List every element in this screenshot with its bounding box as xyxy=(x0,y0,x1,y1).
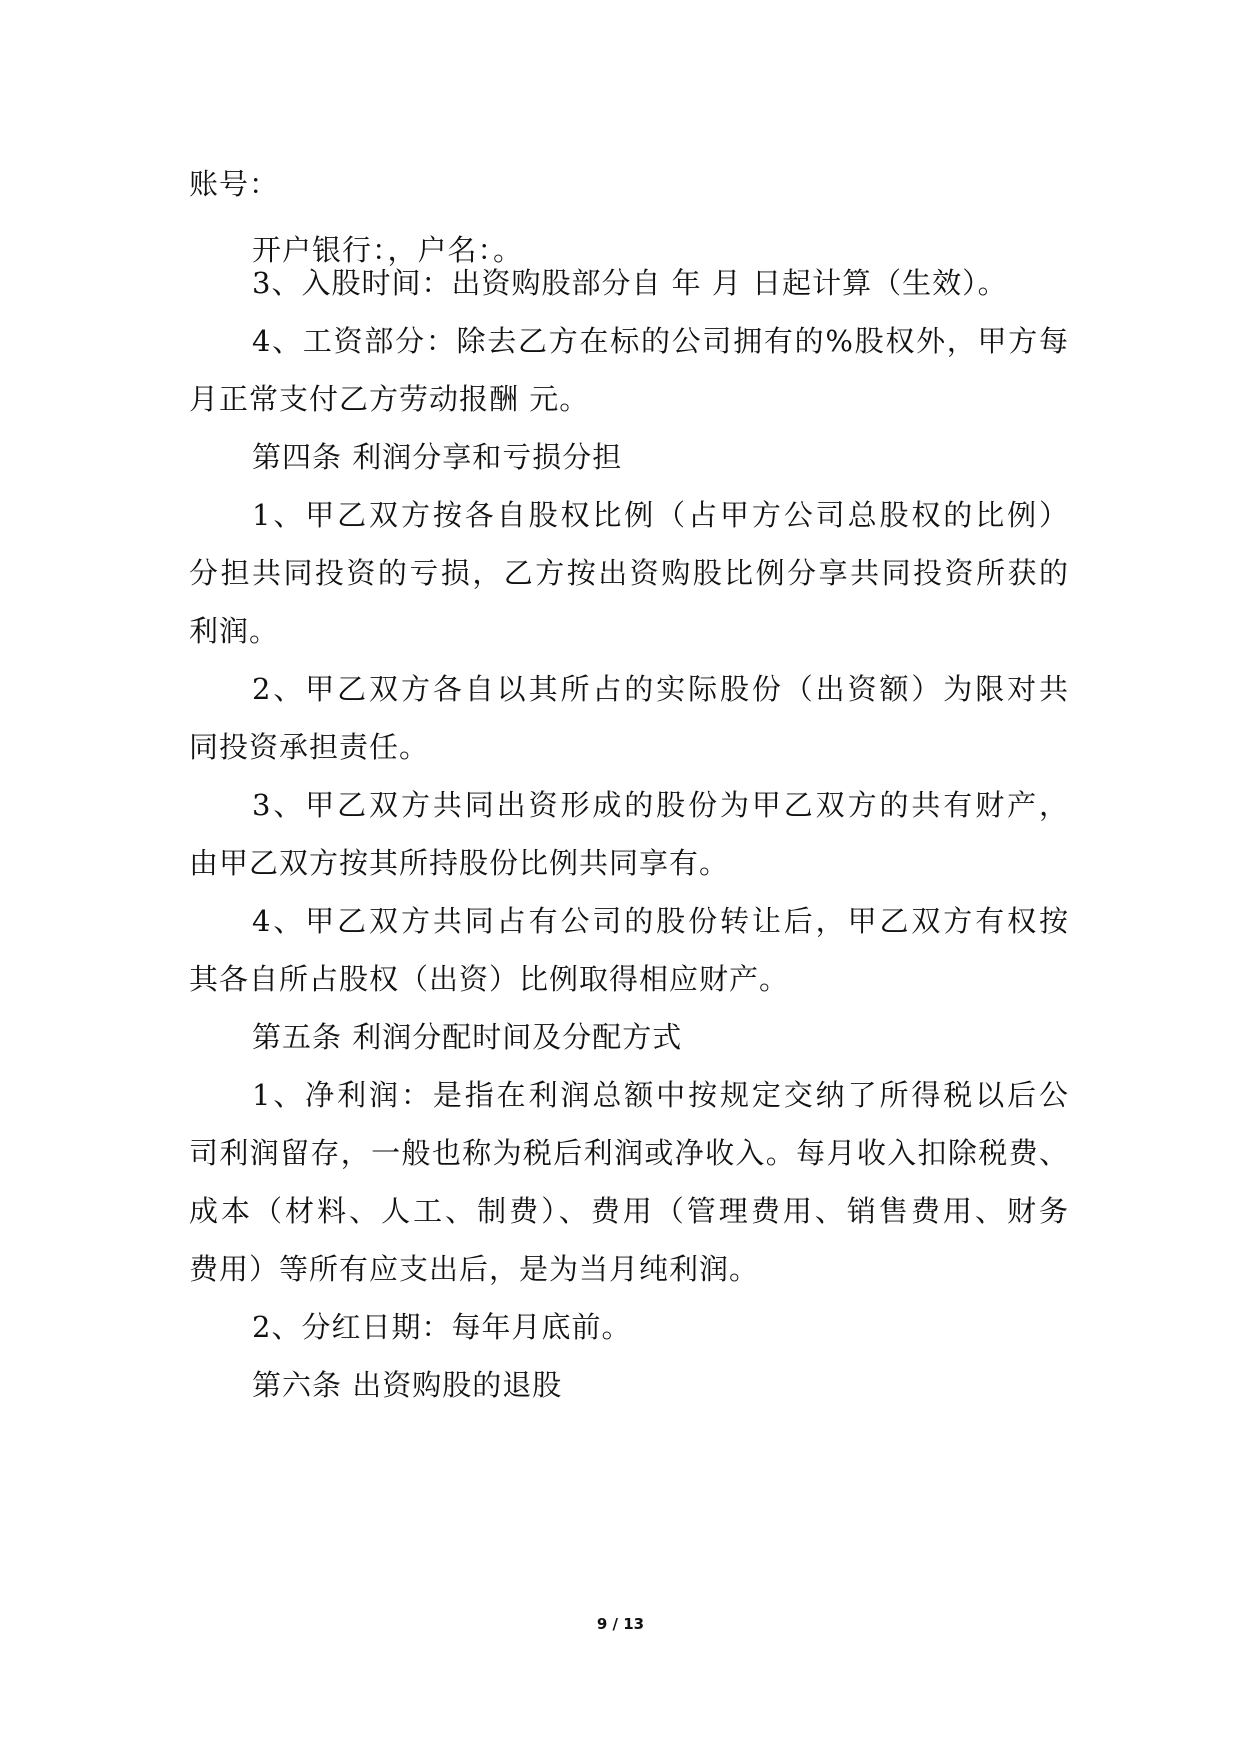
text-line-profit-loss-3: 3、甲乙双方共同出资形成的股份为甲乙双方的共有财产， xyxy=(252,788,1069,822)
text-line-salary-cont: 月正常支付乙方劳动报酬 元。 xyxy=(189,382,590,416)
text-line-profit-loss-2-cont: 同投资承担责任。 xyxy=(189,730,430,764)
section-heading-article-4: 第四条 利润分享和亏损分担 xyxy=(252,440,623,474)
text-line-bank-info: 开户银行：，户名：。 xyxy=(252,233,524,267)
page-number: 9 / 13 xyxy=(596,1615,645,1633)
section-heading-article-6: 第六条 出资购股的退股 xyxy=(252,1368,563,1402)
text-line-profit-loss-2: 2、甲乙双方各自以其所占的实际股份（出资额）为限对共 xyxy=(252,672,1069,706)
text-line-profit-loss-3-cont: 由甲乙双方按其所持股份比例共同享有。 xyxy=(189,846,730,880)
text-line-profit-loss-1-cont: 分担共同投资的亏损，乙方按出资购股比例分享共同投资所获的 xyxy=(189,556,1069,590)
text-line-net-profit-end: 费用）等所有应支出后，是为当月纯利润。 xyxy=(189,1252,760,1286)
text-line-salary: 4、工资部分：除去乙方在标的公司拥有的%股权外，甲方每 xyxy=(252,324,1069,358)
text-line-profit-loss-4-cont: 其各自所占股权（出资）比例取得相应财产。 xyxy=(189,962,790,996)
text-line-profit-loss-1: 1、甲乙双方按各自股权比例（占甲方公司总股权的比例） xyxy=(252,498,1069,532)
text-line-net-profit-cont-1: 司利润留存，一般也称为税后利润或净收入。每月收入扣除税费、 xyxy=(189,1136,1069,1170)
text-line-join-time: 3、入股时间：出资购股部分自 年 月 日起计算（生效）。 xyxy=(252,266,1008,300)
text-line-net-profit: 1、净利润：是指在利润总额中按规定交纳了所得税以后公 xyxy=(252,1078,1069,1112)
text-line-profit-loss-1-end: 利润。 xyxy=(189,614,280,648)
section-heading-article-5: 第五条 利润分配时间及分配方式 xyxy=(252,1020,683,1054)
text-line-account-number: 账号： xyxy=(189,167,280,201)
text-line-net-profit-cont-2: 成本（材料、人工、制费）、费用（管理费用、销售费用、财务 xyxy=(189,1194,1069,1228)
text-line-dividend-date: 2、分红日期：每年月底前。 xyxy=(252,1310,632,1344)
text-line-profit-loss-4: 4、甲乙双方共同占有公司的股份转让后，甲乙双方有权按 xyxy=(252,904,1069,938)
